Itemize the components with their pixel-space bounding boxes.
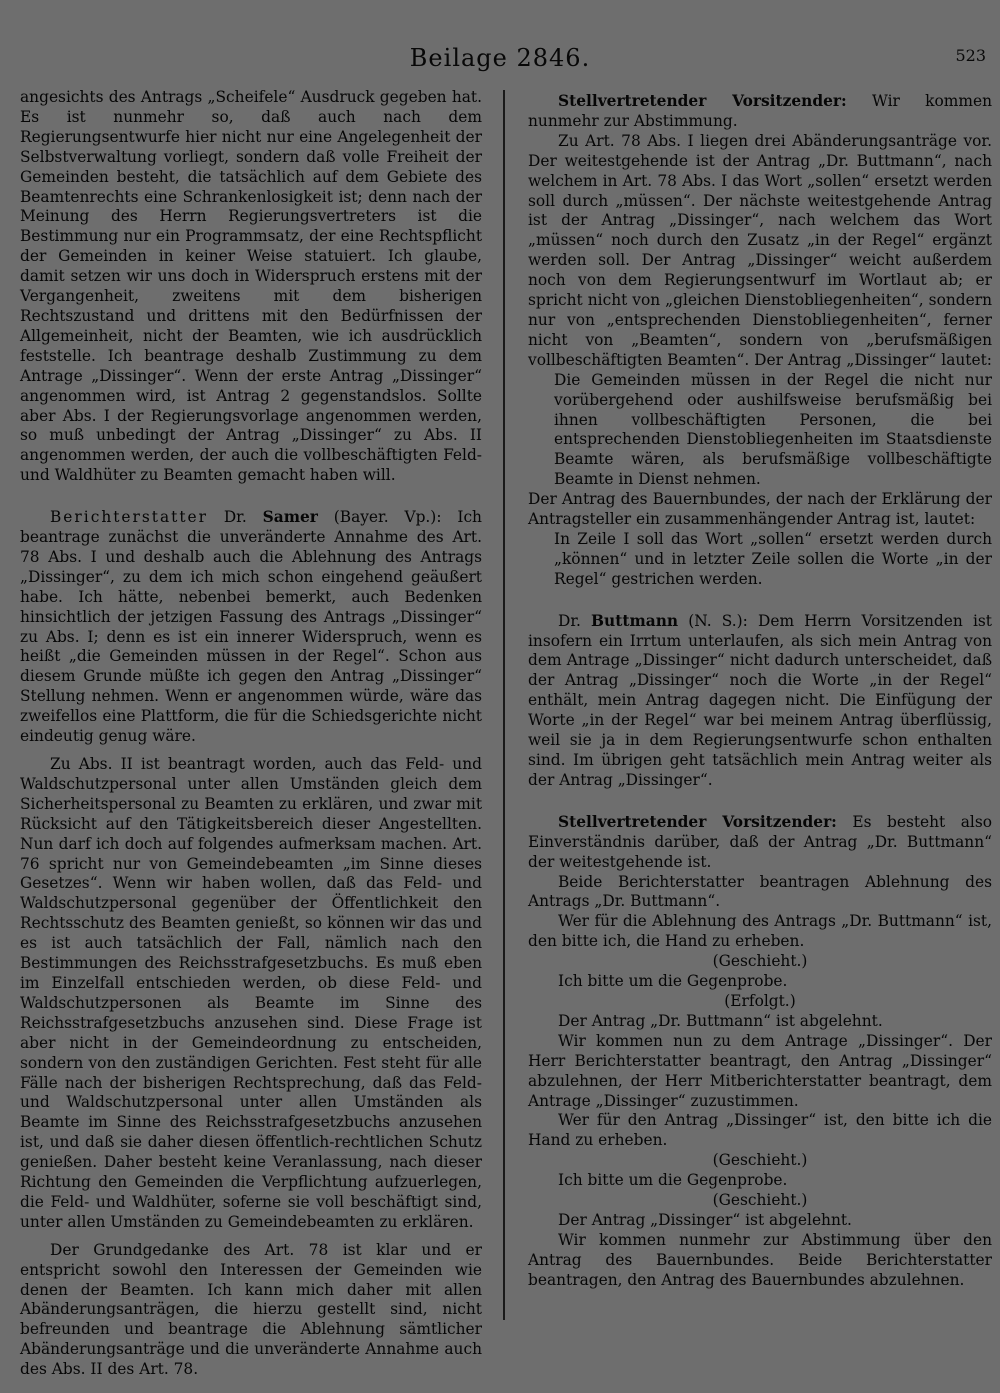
speaker-party: (N. S.): bbox=[688, 611, 748, 630]
right-paragraph-7: Wer für die Ablehnung des Antrags „Dr. Buttmann“ ist, den bitte ich, die Hand zu erheben. bbox=[528, 912, 992, 951]
speech-text: Es besteht also Einverständnis darüber, daß der Antrag „Dr. Buttmann“ der weitestgehende ist. bbox=[528, 812, 992, 871]
right-paragraph-2: Zu Art. 78 Abs. I liegen drei Abänderungsanträge vor. Der weitestgehende ist der Antrag „Dr. Buttmann“, nach welchem in Art. 78 Abs. I das Wort „sollen“ ersetzt werden soll durch „müssen“. Der nächste weitestgehende Antrag ist der Antrag „Dissinger“, nach welchem das Wort „müssen“ noch durch den Zusatz „in der Regel“ ergänzt werden soll. Der Antrag „Dissinger“ weicht außerdem noch von dem Regierungsentwurf im Wortlaut ab; er spricht nicht von „gleichen Dienstobliegenheiten“, sondern nur von „entsprechenden Dienstobliegenheiten“, ferner nicht von „Beamten“, sondern von „berufsmäßigen vollbeschäftigten Beamten“. Der Antrag „Dissinger“ lautet: bbox=[528, 131, 992, 369]
speaker-title: Dr. bbox=[223, 508, 247, 527]
right-paragraph-12: Ich bitte um die Gegenprobe. bbox=[558, 1171, 788, 1190]
right-paragraph-14: Wir kommen nunmehr zur Abstimmung über den Antrag des Bauernbundes. Beide Berichterstatter beantragen, den Antrag des Bauernbundes abzulehnen. bbox=[528, 1230, 992, 1289]
speaker-name: Buttmann bbox=[591, 611, 679, 630]
page-header-title: Beilage 2846. bbox=[409, 44, 591, 72]
speaker-title: Dr. bbox=[558, 611, 581, 630]
right-paragraph-10: Wir kommen nun zu dem Antrage „Dissinger“. Der Herr Berichterstatter beantragt, den Antrag „Dissinger“ abzulehnen, der Herr Mitberichterstatter beantragt, dem Antrage „Dissinger“ zuzustimmen. bbox=[528, 1031, 992, 1110]
quoted-motion-bauernbund: In Zeile I soll das Wort „sollen“ ersetzt werden durch „können“ und in letzter Zeile sollen die Worte „in der Regel“ gestrichen werden. bbox=[554, 529, 992, 588]
speech-text: Wir kommen nunmehr zur Abstimmung. bbox=[528, 92, 992, 130]
right-paragraph-3: Der Antrag des Bauernbundes, der nach der Erklärung der Antragsteller ein zusammenhängender Antrag ist, lautet: bbox=[528, 490, 992, 529]
procedural-note-2: (Erfolgt.) bbox=[724, 991, 796, 1010]
quoted-motion-dissinger: Die Gemeinden müssen in der Regel die nicht nur vorübergehend oder aushilfsweise berufsmäßig bei ihnen vollbeschäftigten Personen, die bei entsprechenden Dienstobliegenheiten im Staatsdienste Beamte wären, als berufsmäßige vollbeschäftigte Beamte in Dienst nehmen. bbox=[554, 370, 992, 489]
right-paragraph-11: Wer für den Antrag „Dissinger“ ist, den bitte ich die Hand zu erheben. bbox=[528, 1111, 992, 1150]
right-paragraph-8: Ich bitte um die Gegenprobe. bbox=[558, 972, 788, 991]
left-paragraph-1: angesichts des Antrags „Scheifele“ Ausdruck gegeben hat. Es ist nunmehr so, daß auch nach dem Regierungsentwurfe hier nicht nur eine Angelegenheit der Selbstverwaltung vorliegt, sondern daß volle Freiheit der Gemeinden besteht, die tatsächlich auf dem Gebiete des Beamtenrechts eine Schrankenlosigkeit ist; denn nach der Meinung des Herrn Regierungsvertreters ist die Bestimmung nur ein Programmsatz, der eine Rechtspflicht der Gemeinden in keiner Weise statuiert. Ich glaube, damit setzen wir uns doch in Widerspruch erstens mit der Vergangenheit, zweitens mit dem bisherigen Rechtszustand und drittens mit den Bedürfnissen der Allgemeinheit, nicht der Beamten, wie ich ausdrücklich feststelle. Ich beantrage deshalb Zustimmung zu dem Antrage „Dissinger“. Wenn der erste Antrag „Dissinger“ angenommen wird, ist Antrag 2 gegenstandslos. Sollte aber Abs. I der Regierungsvorlage angenommen werden, so muß unbedingt der Antrag „Dissinger“ zu Abs. II angenommen werden, der auch die vollbeschäftigten Feld- und Waldhüter zu Beamten gemacht haben will. bbox=[20, 88, 482, 485]
speech-text: Ich beantrage zunächst die unveränderte Annahme des Art. 78 Abs. I und deshalb auch die Ablehnung des Antrags „Dissinger“, zu dem ich mich schon eingehend geäußert habe. Ich hätte, nebenbei bemerkt, auch Bedenken hinsichtlich der jetzigen Fassung des Antrags „Dissinger“ zu Abs. I; denn es ist ein innerer Widerspruch, wenn es heißt „die Gemeinden müssen in der Regel“. Schon aus diesem Grunde müßte ich gegen den Antrag „Dissinger“ Stellung nehmen. Wenn er angenommen würde, wäre das zweifellos eine Plattform, die für die Schiedsgerichte nicht eindeutig genug wäre. bbox=[20, 508, 482, 746]
procedural-note-1: (Geschieht.) bbox=[712, 952, 808, 971]
left-paragraph-4: Der Grundgedanke des Art. 78 ist klar und er entspricht sowohl den Interessen der Gemeinden wie denen der Beamten. Ich kann mich daher mit allen Abänderungsanträgen, die hierzu gestellt sind, nicht befreunden und beantrage die Ablehnung sämtlicher Abänderungsanträge und die unveränderte Annahme auch des Abs. II des Art. 78. bbox=[20, 1240, 482, 1379]
left-column bbox=[20, 88, 482, 1380]
right-paragraph-1 bbox=[528, 92, 992, 132]
speech-text: Dem Herrn Vorsitzenden ist insofern ein Irrtum unterlaufen, als sich mein Antrag von dem Antrage „Dissinger“ nicht dadurch unterscheidet, daß der Antrag „Dissinger“ noch die Worte „in der Regel“ enthält, mein Antrag dagegen nicht. Die Einfügung der Worte „in der Regel“ war bei meinem Antrag überflüssig, weil sie ja in dem Regierungsentwurfe schon enthalten sind. Im übrigen geht tatsächlich mein Antrag weiter als der Antrag „Dissinger“. bbox=[528, 611, 992, 789]
speaker-name: Samer bbox=[262, 508, 318, 527]
right-column bbox=[528, 92, 992, 1291]
right-paragraph-4 bbox=[528, 612, 992, 791]
left-paragraph-3: Zu Abs. II ist beantragt worden, auch das Feld- und Waldschutzpersonal unter allen Umständen gleich dem Sicherheitspersonal zu Beamten zu erklären, und zwar mit Rücksicht auf den Tätigkeitsbereich dieser Angestellten. Nun darf ich doch auf folgendes aufmerksam machen. Art. 76 spricht nur von Gemeindebeamten „im Sinne dieses Gesetzes“. Wenn wir haben wollen, daß das Feld- und Waldschutzpersonal gegenüber der Öffentlichkeit den Rechtsschutz des Beamten genießt, so können wir das und es ist auch tatsächlich der Fall, nämlich nach den Bestimmungen des Reichsstrafgesetzbuchs. Es muß eben im Einzelfall entschieden werden, ob diese Feld- und Waldschutzpersonen als Beamte im Sinne des Reichsstrafgesetzbuchs anzusehen sind. Diese Frage ist aber nicht in der Gemeindeordnung zu entscheiden, sondern von den zuständigen Gerichten. Fest steht für alle Fälle nach der bisherigen Rechtsprechung, daß das Feld- und Waldschutzpersonal unter allen Umständen als Beamte im Sinne des Reichsstrafgesetzbuchs anzusehen ist, und daß sie daher diesen öffentlich-rechtlichen Schutz genießen. Daher besteht keine Veranlassung, nach dieser Richtung den Gemeinden die Verpflichtung aufzuerlegen, die Feld- und Waldhüter, soferne sie voll beschäftigt sind, unter allen Umständen zu Gemeindebeamten zu erklären. bbox=[20, 755, 482, 1231]
right-paragraph-9: Der Antrag „Dr. Buttmann“ ist abgelehnt. bbox=[558, 1011, 883, 1030]
speaker-chair: Stellvertretender Vorsitzender: bbox=[558, 812, 837, 831]
procedural-note-3: (Geschieht.) bbox=[712, 1151, 808, 1170]
speaker-chair: Stellvertretender Vorsitzender: bbox=[558, 92, 847, 110]
procedural-note-4: (Geschieht.) bbox=[712, 1191, 808, 1210]
right-paragraph-6: Beide Berichterstatter beantragen Ablehnung des Antrags „Dr. Buttmann“. bbox=[528, 872, 992, 911]
speaker-party: (Bayer. Vp.): bbox=[333, 508, 442, 527]
speaker-role: Berichterstatter bbox=[50, 508, 208, 527]
left-paragraph-2 bbox=[20, 508, 482, 747]
right-paragraph-5 bbox=[528, 813, 992, 873]
page-number: 523 bbox=[955, 46, 986, 65]
right-paragraph-13: Der Antrag „Dissinger“ ist abgelehnt. bbox=[558, 1210, 852, 1229]
column-divider bbox=[503, 90, 505, 1320]
